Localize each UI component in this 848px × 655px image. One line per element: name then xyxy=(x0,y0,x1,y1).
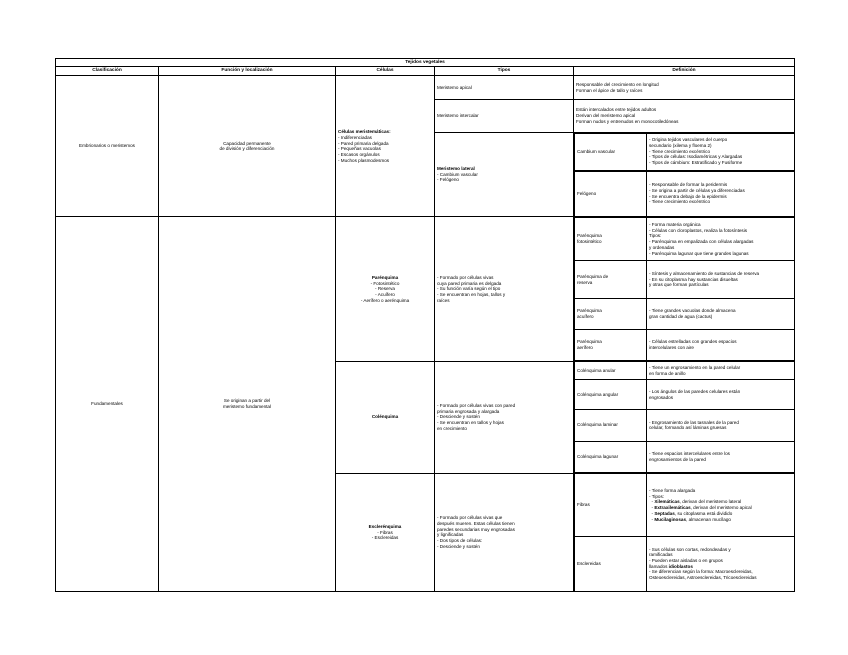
tipos-parenquima: - Formado por células vivas cuya pared primaria es delgada - Su función varía según el tipo - Se encuentran en hojas, tallos y raíces xyxy=(435,217,574,361)
celulas-colenquima: Colénquima xyxy=(336,361,435,473)
def-meristemo-apical: Responsable del crecimiento en longitud Forman el ápice de tallo y raíces xyxy=(574,76,795,100)
name-parenquima-aerifero: Parénquima aerífero xyxy=(575,329,647,360)
name-colenquima-lagunar: Colénquima lagunar xyxy=(575,442,647,473)
def-colenquima-lagunar: - Tiene espacios intercelulares entre los engrosamientos de la pared xyxy=(647,442,795,473)
def-colenquima-angular: - Los ángulos de las paredes celulares están engrosados xyxy=(647,380,795,409)
header-tipos: Tipos xyxy=(435,67,574,76)
table-title: Tejidos vegetales xyxy=(56,59,795,67)
name-felogeno: Felógeno xyxy=(575,171,647,216)
table-row xyxy=(56,76,795,100)
tipo-meristemo-lateral: Meristemo lateral - Cambium vascular - Felógeno xyxy=(435,132,574,217)
def-cambium-vascular: - Origina tejidos vasculares del cuerpo secundario (xilema y floema 2) - Tiene crecimiento excéntrico - Tipos de células: Isodiamétricas y Alargadas - Tipos de cámbium: Estratificado y Fusiforme xyxy=(647,133,795,170)
tipos-esclerenquima: - Formado por células vivas que después mueren. Estas células tienen paredes secundarias muy engrosadas y lignificadas - Dos tipos de células: - Desciende y sostén xyxy=(435,473,574,591)
name-esclereidas: Esclereidas xyxy=(575,536,647,591)
celulas-meristematicas: Células meristemáticas: - Indiferenciadas - Pared primaria delgada - Pequeñas vacuolas - Escasos orgánulos - Muchos plasmodesmos xyxy=(336,76,435,217)
def-colenquima-anular: - Tiene un engrosamiento en la pared celular en forma de anillo xyxy=(647,362,795,380)
header-definicion: Definición xyxy=(574,67,795,76)
name-colenquima-angular: Colénquima angular xyxy=(575,380,647,409)
def-felogeno: - Responsable de formar la peridermis - Se origina a partir de células ya diferenciadas - Se encuentra debajo de la epidermis - Tiene crecimiento excéntrico xyxy=(647,171,795,216)
def-esclereidas: - Sus células son cortas, redondeadas y ramificadas - Pueden estar aisladas o en grupos llamados idioblastos - Se diferencian según la forma: Macroesclereidas, Osteoesclereidas, Astroesclereidas, Tricoesclereidas xyxy=(647,536,795,591)
funcion-fundamentales: Se originan a partir del meristemo fundamental xyxy=(159,217,336,592)
name-parenquima-fotosintetico: Parénquima fotosintético xyxy=(575,217,647,260)
def-fibras: - Tiene forma alargada - Tipos: - Xilemáticas, derivan del meristemo lateral - Extraxilemáticas, derivan del meristemo apical - Septadas, su citoplasma está dividido - Mucilaginosas, almacenan mucílago xyxy=(647,474,795,537)
plant-tissues-table xyxy=(55,58,795,592)
def-parenquima-fotosintetico: - Forma materia orgánica - Células con cloroplastos, realiza la fotosíntesis Tipos: - Parénquima en empalizada con células alargadas y ordenadas - Parénquima lagunar que tiene grandes lagunas xyxy=(647,217,795,260)
tipo-meristemo-apical: Meristemo apical xyxy=(435,76,574,100)
tipo-meristemo-intercalar: Meristemo intercalar xyxy=(435,100,574,132)
def-meristemo-intercalar: Están intercalados entre tejidos adultos Derivan del meristemo apical Forman nudos y entrenudos en monocotiledóneas xyxy=(574,100,795,132)
name-cambium-vascular: Cambium vascular xyxy=(575,133,647,170)
name-parenquima-acuifero: Parénquima acuífero xyxy=(575,298,647,329)
name-parenquima-reserva: Parénquima de reserva xyxy=(575,261,647,298)
table-row xyxy=(56,217,795,361)
def-parenquima-reserva: - Síntesis y almacenamiento de sustancias de reserva - En su citoplasma hay sustancias disueltas y otras que forman partículas xyxy=(647,261,795,298)
def-parenquima-acuifero: - Tiene grandes vacuolas donde almacena gran cantidad de agua (cactus) xyxy=(647,298,795,329)
celulas-esclerenquima: Esclerénquima - Fibras - Esclereidas xyxy=(336,473,435,591)
header-funcion: Función y localización xyxy=(159,67,336,76)
celulas-parenquima: Parénquima - Fotosintético - Reserva - Acuífero - Aerífero o aerénquima xyxy=(336,217,435,361)
header-celulas: Células xyxy=(336,67,435,76)
funcion-embrionarios: Capacidad permanente de división y diferenciación xyxy=(159,76,336,217)
def-colenquima-laminar: - Engrosamiento de las tasnales de la pared celular, formando así láminas gruesas xyxy=(647,409,795,441)
clasificacion-fundamentales: Fundamentales xyxy=(56,217,159,592)
name-fibras: Fibras xyxy=(575,474,647,537)
def-parenquima-aerifero: - Células estrelladas con grandes espacios intercelulares con aire xyxy=(647,329,795,360)
tipos-colenquima: - Formado por células vivas con pared primaria engrosada y alargada - Desciende y sostén - Se encuentran en tallos y hojas en crecimiento xyxy=(435,361,574,473)
header-clasificacion: Clasificación xyxy=(56,67,159,76)
clasificacion-embrionarios: Embrionarios o meristemos xyxy=(56,76,159,217)
name-colenquima-anular: Colénquima anular xyxy=(575,362,647,380)
name-colenquima-laminar: Colénquima laminar xyxy=(575,409,647,441)
